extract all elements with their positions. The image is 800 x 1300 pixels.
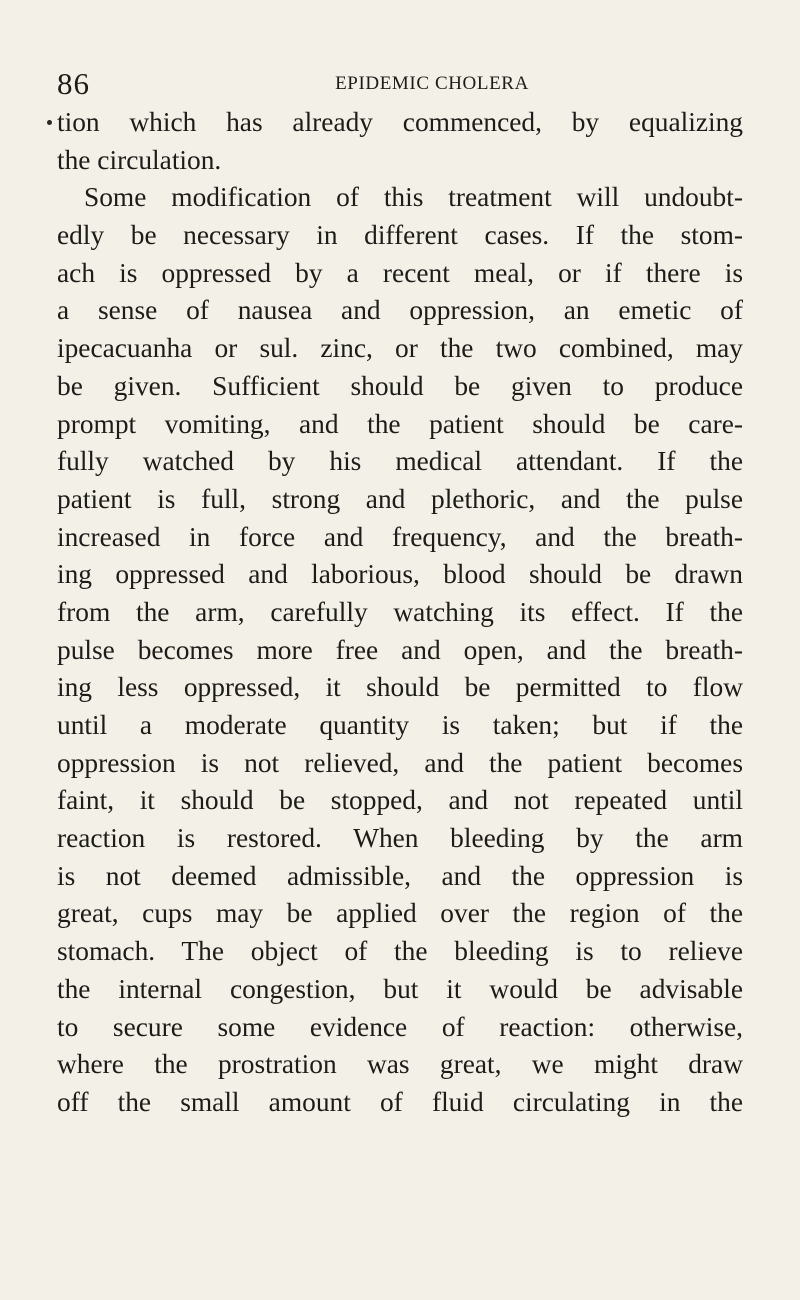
text-line: tion which has already commenced, by equalizing <box>57 107 743 137</box>
text-line: reaction is restored. When bleeding by the arm <box>57 823 743 854</box>
text-line: is not deemed admissible, and the oppression is <box>57 860 743 891</box>
running-head <box>57 64 747 104</box>
text-line: from the arm, carefully watching its effect. If the <box>57 596 743 627</box>
text-line: the circulation. <box>57 144 222 175</box>
text-line: ing less oppressed, it should be permitted to flow <box>57 672 743 703</box>
text-line: where the prostration was great, we might draw <box>57 1049 743 1080</box>
text-line: fully watched by his medical attendant. If the <box>57 446 743 477</box>
text-line: faint, it should be stopped, and not repeated until <box>57 785 743 816</box>
text-line: to secure some evidence of reaction: otherwise, <box>57 1011 743 1042</box>
text-line: pulse becomes more free and open, and the breath- <box>57 634 743 665</box>
text-line: great, cups may be applied over the region of the <box>57 898 743 929</box>
text-line: edly be necessary in different cases. If the stom- <box>57 220 743 251</box>
text-line: Some modification of this treatment will undoubt- <box>84 182 743 213</box>
body-text <box>57 104 743 1122</box>
running-title: EPIDEMIC CHOLERA <box>335 73 529 94</box>
text-line: off the small amount of fluid circulating in the <box>57 1086 743 1117</box>
page-number: 86 <box>57 66 90 101</box>
margin-mark <box>47 120 52 125</box>
text-line: patient is full, strong and plethoric, and the pulse <box>57 483 743 514</box>
text-line: the internal congestion, but it would be advisable <box>57 973 743 1004</box>
text-line: prompt vomiting, and the patient should be care- <box>57 408 743 439</box>
text-line: increased in force and frequency, and the breath- <box>57 521 743 552</box>
text-line: ing oppressed and laborious, blood should be drawn <box>57 559 743 590</box>
text-line: oppression is not relieved, and the patient becomes <box>57 747 743 778</box>
text-line: ipecacuanha or sul. zinc, or the two combined, may <box>57 333 743 364</box>
text-line: ach is oppressed by a recent meal, or if there is <box>57 257 743 288</box>
text-line: until a moderate quantity is taken; but if the <box>57 710 743 740</box>
text-line: a sense of nausea and oppression, an emetic of <box>57 295 743 326</box>
text-line: be given. Sufficient should be given to produce <box>57 370 743 401</box>
text-line: stomach. The object of the bleeding is to relieve <box>57 936 743 967</box>
